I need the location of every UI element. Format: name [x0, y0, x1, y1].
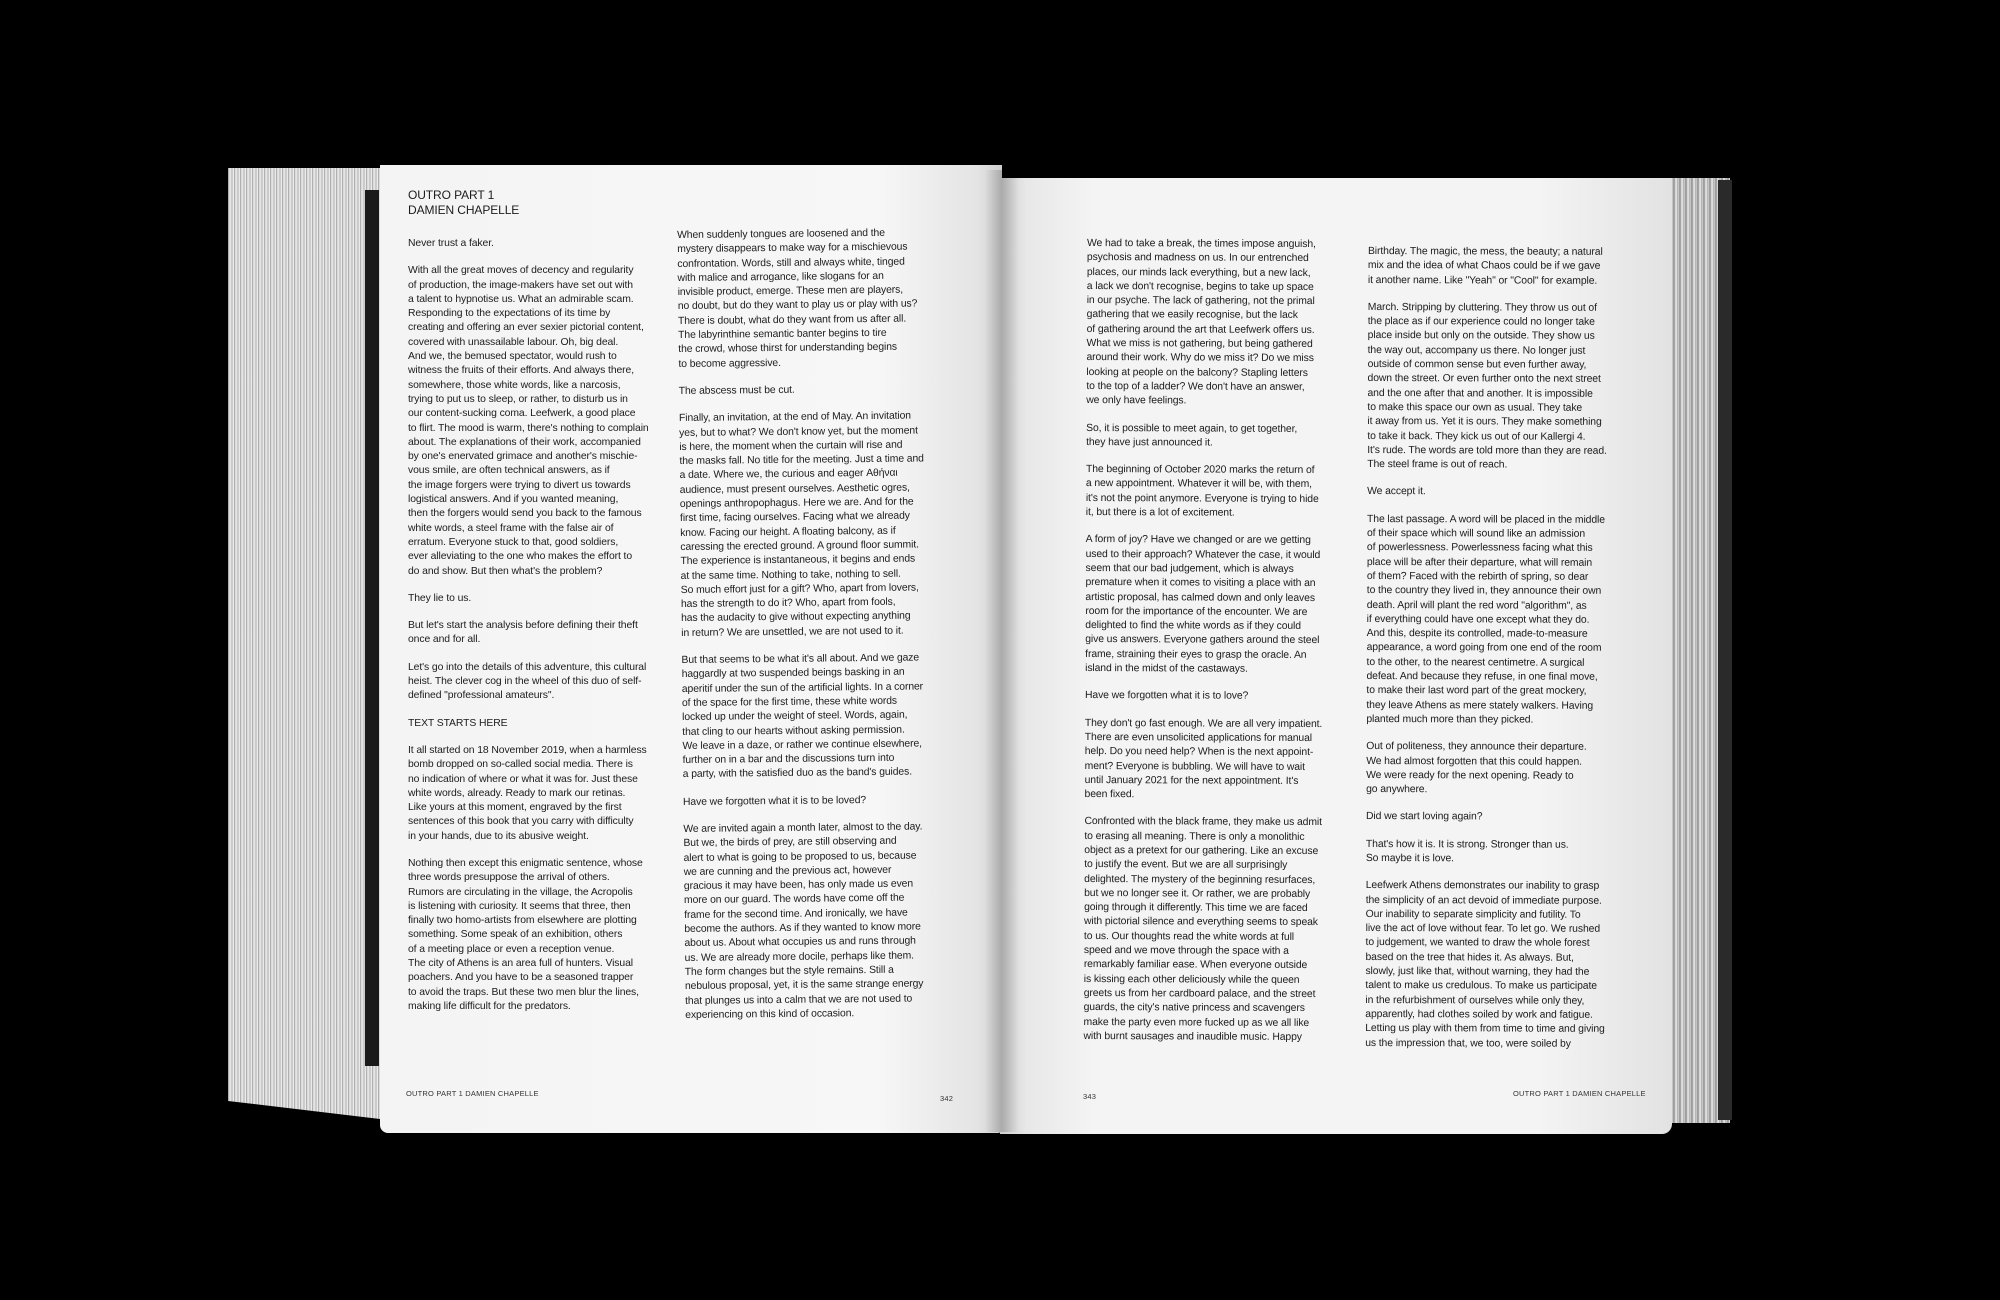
paragraph: We are invited again a month later, almost to the day. But we, the birds of prey, are still observing and alert to what is going to be proposed to us, because we are cunning and the previous act, however gracious it may have been, has only made us even more on our guard. The words have come off the frame for the second time. And ironically, we have become the authors. As if they wanted to know more about us. About what occupies us and runs through us. We are already more docile, perhaps like them. The form changes but the style remains. Still a nebulous proposal, yet, it is the same strange energy that plunges us into a calm that we are not used to experiencing on this kind of occasion. — [683, 821, 924, 1021]
paragraph: That's how it is. It is strong. Stronger than us. So maybe it is love. — [1365, 838, 1569, 865]
paragraph: Finally, an invitation, at the end of May. An invitation yes, but to what? We don't know yet, but the moment is here, the moment when the curtain will rise and the masks fall. No title for the meeting. Just a time and a date. Where we, the curious and eager Αθήναι audience, must present ourselves. Aesthetic ogres, openings anthropophagus. Here we are. And for the first time, facing ourselves. Facing what we already know. Facing our height. A floating balcony, as if caressing the erected ground. A ground floor summit. The experience is instantaneous, it begins and ends at the same time. Nothing to take, nothing to sell. So much effort just for a gift? Who, apart from lovers, has the strength to do it? Who, apart from fools, has the audacity to give without expecting anything in return? We are unsettled, we are not used to it. — [678, 410, 924, 639]
paragraph: Confronted with the black frame, they make us admit to erasing all meaning. There is only a monolithic object as a pretext for our gathering. Like an excuse to justify the event. But we are all surprisingly delighted. The mystery of the beginning resurfaces, but we no longer see it. Or rather, we are probably going through it differently. This time we are faced with pictorial silence and everything seems to speak to us. Our thoughts read the white words at full speed and we move through the space with a remarkably familiar ease. When everyone outside is kissing each other deliciously while the queen greets us from her cardboard palace, and the street guards, the city's native princess and scavengers make the party even more fucked up as we all like with burnt sausages and inaudible music. Happy — [1083, 816, 1322, 1043]
chapter-title: OUTRO PART 1 — [408, 188, 495, 202]
paragraph: Leefwerk Athens demonstrates our inability to grasp the simplicity of an act devoid of immediate purpose. Our inability to separate simplicity and futility. To live the act of love without fear. To let go. We rushed to judgement, we wanted to draw the whole forest based on the tree that hides it. As always. But, slowly, just like that, without warning, they had the talent to make us credulous. To make us participate in the refurbishment of ourselves while only they, apparently, had clothes soiled by work and fatigue. Letting us play with them from time to time and giving us the impression that, we too, were soiled by — [1365, 880, 1605, 1050]
paragraph: Did we start loving again? — [1365, 811, 1483, 823]
right-page-number: 343 — [1083, 1092, 1097, 1101]
paragraph: With all the great moves of decency and regularity of production, the image-makers have set out with a talent to hypnotise us. What an admirable scam. Responding to the expectations of its time by creating and offering an ever sexier pictorial content, covered with unassailable labour. Oh, big deal. And we, the bemused spectator, would rush to witness the fruits of their efforts. And always there, somewhere, those white words, like a narcosis, trying to put us to sleep, or rather, to disturb us in our content-sucking coma. Leefwerk, a good place to flirt. The mood is warm, there's nothing to complain about. The explanations of their work, accompanied by one's enervated grimace and another's mischie- vous smile, are often technical answers, as if the image forgers were trying to divert us towards logistical answers. And if you wanted meaning, then the forgers would send you back to the famous white words, a steel frame with the false air of erratum. Everyone stuck to that, good soldiers, ever alleviating to the one who makes the effort to do and show. But then what's the problem? — [408, 265, 649, 577]
paragraph: They lie to us. — [408, 592, 472, 604]
paragraph: Never trust a faker. — [408, 238, 494, 249]
paragraph: But let's start the analysis before defining their theft once and for all. — [408, 620, 638, 646]
paragraph: The last passage. A word will be placed in the middle of their space which will sound like an admission of powerlessness. Powerlessness facing what this place will be after their departure, what will remain of them? Faced with the rebirth of spring, so dear to the country they lived in, they announce their own death. April will plant the red word "algorithm", as if everything could have one except what they do. And this, despite its controlled, made-to-measure appearance, a word going from one end of the room to the other, to the nearest centimetre. A surgical defeat. And because they refuse, in one final move, to make their last word part of the great mockery, they leave Athens as mere stately walkers. Having planted much more than they picked. — [1366, 513, 1605, 726]
paragraph: The abscess must be cut. — [678, 384, 795, 397]
paragraph: It all started on 18 November 2019, when a harmless bomb dropped on so-called social media. There is no indication of where or what it was for. Just these white words, already. Ready to mark our retinas. Like yours at this moment, engraved by the first sentences of this book that you carry with difficulty in your hands, due to its abusive weight. — [408, 744, 647, 842]
section-marker: TEXT STARTS HERE — [408, 717, 508, 729]
paragraph: Have we forgotten what it is to be loved? — [682, 794, 867, 808]
paragraph: March. Stripping by cluttering. They throw us out of the place as if our experience could no longer take place inside but only on the outside. They show us the way out, accompany us there. No longer just outside of common sense but even further away, down the street. Or even further onto the next street and the one after that and another. It is impossible to make this space our own as usual. They take it away from us. Yet it is ours. They make something to take it back. They kick us out of our Kallergi 4. It's rude. The words are told more than they are read. The steel frame is out of reach. — [1367, 301, 1607, 471]
paragraph: A form of joy? Have we changed or are we getting used to their approach? Whatever the case, it would seem that our bad judgement, which is always premature when it comes to visiting a place with an artistic proposal, has calmed down and only leaves room for the importance of the encounter. We are delighted to find the white words as if they could give us answers. Everyone gathers around the steel frame, straining their eyes to grasp the oracle. An island in the midst of the castaways. — [1085, 534, 1321, 675]
paragraph: Have we forgotten what it is to love? — [1084, 690, 1249, 703]
book-gutter — [985, 170, 1019, 1132]
paragraph: Let's go into the details of this adventure, this cultural heist. The clever cog in the wheel of this duo of self- defined "professional amateurs". — [408, 661, 647, 702]
page-edges-left — [228, 168, 388, 1120]
paragraph: They don't go fast enough. We are all very impatient. There are even unsolicited applications for manual help. Do you need help? When is the next appoint- ment? Everyone is bubbling. We will have to wait until January 2021 for the next appointment. It's been fixed. — [1084, 717, 1323, 801]
paragraph: We had to take a break, the times impose anguish, psychosis and madness on us. In our entrenched places, our minds lack everything, but a new lack, a lack we don't recognise, begins to take up space in our psyche. The lack of gathering, not the primal gathering that we easily recognise, but the lack of gathering around the art that Leefwerk offers us. What we miss is not gathering, but being gathered around their work. Why do we miss it? Do we miss looking at people on the balcony? Stapling letters to the top of a ladder? We don't have an answer, we only have feelings. — [1086, 237, 1316, 407]
chapter-heading — [408, 188, 666, 218]
paragraph: Birthday. The magic, the mess, the beauty; a natural mix and the idea of what Chaos could be if we gave it another name. Like "Yeah" or "Cool" for example. — [1367, 246, 1603, 287]
paragraph: The beginning of October 2020 marks the return of a new appointment. Whatever it will be, with them, it's not the point anymore. Everyone is trying to hide it, but there is a lot of excitement. — [1085, 464, 1319, 519]
right-page-column-1 — [1083, 237, 1350, 1058]
left-page-column-2 — [677, 226, 960, 1036]
right-page-column-2 — [1365, 245, 1640, 1065]
author-name: DAMIEN CHAPELLE — [408, 203, 520, 217]
left-running-footer: OUTRO PART 1 DAMIEN CHAPELLE — [406, 1089, 539, 1098]
paragraph: When suddenly tongues are loosened and the mystery disappears to make way for a mischievous confrontation. Words, still and always white, tinged with malice and arrogance, like slogans for an invisible product, emerge. These men are players, no doubt, but do they want to play us or play with us? There is doubt, what do they want from us after all. The labyrinthine semantic banter begins to tire the crowd, whose thirst for understanding begins to become aggressive. — [677, 227, 918, 370]
left-page-number: 342 — [940, 1094, 954, 1103]
left-page-column-1 — [408, 188, 666, 1027]
paragraph: We accept it. — [1367, 486, 1426, 498]
paragraph: So, it is possible to meet again, to get together, they have just announced it. — [1086, 422, 1298, 449]
paragraph: But that seems to be what it's all about. And we gaze haggardly at two suspended beings basking in an aperitif under the sun of the artificial lights. In a corner of the space for the first time, these white words locked up under the weight of steel. Words, again, that cling to our hearts without asking permission. We leave in a daze, or rather we continue elsewhere, further on in a bar and the discussions turn into a party, with the satisfied duo as the band's guides. — [681, 652, 924, 781]
paragraph: Out of politeness, they announce their departure. We had almost forgotten that this could happen. We were ready for the next opening. Ready to go anywhere. — [1366, 741, 1587, 796]
right-running-footer: OUTRO PART 1 DAMIEN CHAPELLE — [1513, 1089, 1646, 1098]
black-frame-bar — [365, 190, 379, 1066]
back-cover-edge — [1718, 180, 1732, 1120]
paragraph: Nothing then except this enigmatic sentence, whose three words presuppose the arrival of others. Rumors are circulating in the village, the Acropolis is listening with curiosity. It seems that three, then finally two homo-artists from elsewhere are plotting something. Some speak of an exhibition, others of a meeting place or even a reception venue. The city of Athens is an area full of hunters. Visual poachers. And you have to be a seasoned trapper to avoid the traps. But these two men blur the lines, making life difficult for the predators. — [408, 857, 643, 1012]
